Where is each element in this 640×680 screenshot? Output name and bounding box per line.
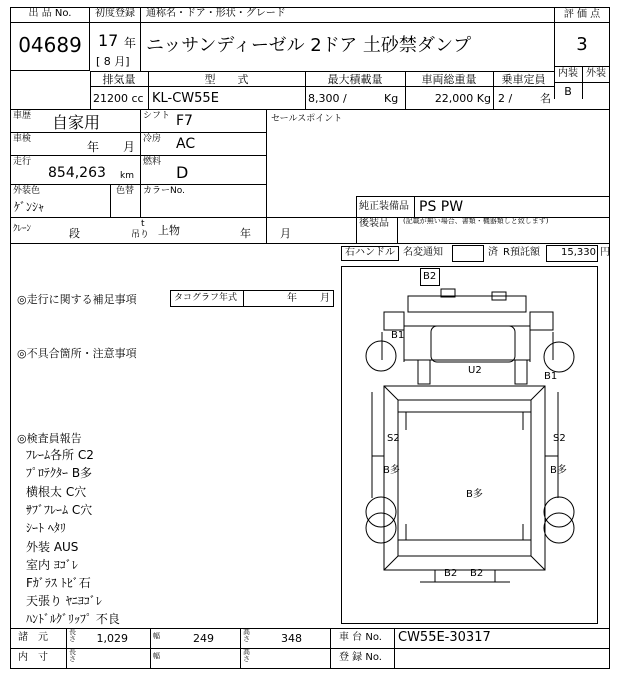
- equipment-label: 純正装備品: [359, 201, 409, 212]
- equipment-value: PS PW: [419, 199, 464, 215]
- inspector-note: 室内 ﾖｺﾞﾚ: [26, 558, 78, 572]
- inspector-note: 天張り ﾔﾆﾖｺﾞﾚ: [26, 594, 102, 608]
- diagram-mark-b1-left: B1: [391, 330, 405, 341]
- diagram-mark-b-many-left: B多: [383, 465, 400, 476]
- diagram-mark-b1-right: B1: [544, 371, 558, 382]
- tachograph-year: 年: [287, 293, 297, 304]
- platform-year: 年: [240, 227, 251, 240]
- aftermarket-note: (記載が無い場合、書類・機器類しと致します): [403, 217, 549, 225]
- width-value: 249: [193, 632, 214, 645]
- diagram-mark-s2-left: S2: [387, 433, 400, 444]
- gross-weight-label: 車両総重量: [421, 73, 477, 86]
- ac-label: 冷房: [143, 134, 162, 144]
- grade-value: 3: [576, 34, 588, 55]
- capacity-unit: 名: [540, 92, 551, 105]
- crane-hang: 吊り: [131, 230, 150, 240]
- max-load-value: 8,300 /: [308, 92, 347, 105]
- displacement-label: 排気量: [102, 73, 136, 86]
- inspector-note: ﾊﾝﾄﾞﾙｸﾞﾘｯﾌﾟ 不良: [26, 612, 120, 626]
- grade-label: 評 価 点: [563, 9, 601, 20]
- diagram-mark-s2-right: S2: [553, 433, 566, 444]
- color-value: ｹﾞﾝｼｬ: [14, 200, 45, 214]
- height-label: 高さ: [243, 628, 250, 643]
- max-load-label: 最大積載量: [327, 73, 383, 86]
- inspector-note: ｼｰﾄ ﾍﾀﾘ: [26, 521, 66, 535]
- gross-weight-value: 22,000 Kg: [434, 92, 491, 105]
- color-code-label: カラーNo.: [143, 186, 185, 196]
- diagram-mark-u2: U2: [468, 365, 482, 376]
- crane-label: ｸﾚｰﾝ: [13, 224, 32, 234]
- ac-value: AC: [176, 136, 196, 152]
- width-label: 幅: [153, 632, 160, 640]
- platform-month: 月: [280, 227, 291, 240]
- model-label: 型 式: [204, 73, 249, 86]
- fuel-value: D: [176, 163, 189, 182]
- defects-label: ◎不具合箇所・注意事項: [17, 347, 137, 360]
- car-name-label: 通称名・ドア・形状・グレード: [146, 8, 286, 19]
- inspector-note: ﾌﾚｰﾑ各所 C2: [26, 448, 94, 462]
- chassis-label: 車 台 No.: [339, 632, 382, 643]
- name-change-label: 名変通知: [403, 247, 443, 258]
- diagram-mark-b-many-center: B多: [466, 489, 483, 500]
- interior-grade: B: [564, 85, 572, 98]
- displacement-value: 21200 cc: [93, 92, 144, 105]
- recycle-label: R預託額: [503, 247, 540, 258]
- length-label: 長さ: [69, 628, 76, 643]
- exterior-label: 外装: [586, 68, 606, 79]
- interior-height-label: 高さ: [243, 648, 250, 663]
- inspector-note: 外装 AUS: [26, 540, 79, 554]
- steering-value: 右ハンドル: [345, 247, 395, 258]
- diagram-mark-b2-bottom-right: B2: [470, 568, 484, 579]
- max-load-unit: Kg: [384, 92, 399, 105]
- mileage-label: 走行: [13, 157, 32, 167]
- registration-label: 登 録 No.: [339, 652, 382, 663]
- inspection-month-unit: 月: [123, 140, 136, 154]
- first-reg-month: [ 8 月]: [96, 55, 130, 68]
- fuel-label: 燃料: [143, 157, 162, 167]
- history-value: 自家用: [52, 113, 101, 132]
- diagram-mark-b2-bottom-left: B2: [444, 568, 458, 579]
- tachograph-label: タコグラフ年式: [174, 293, 238, 303]
- name-change-box: [452, 245, 484, 262]
- diagram-mark-b-many-right: B多: [550, 465, 567, 476]
- first-reg-label: 初度登録: [95, 8, 135, 19]
- color-no-label: 色替: [116, 186, 135, 196]
- interior-dims-label: 内 寸: [18, 652, 48, 663]
- length-value: 1,029: [96, 632, 128, 645]
- capacity-label: 乗車定員: [501, 73, 546, 86]
- inspector-note: ｻﾌﾞﾌﾚｰﾑ C穴: [26, 503, 93, 517]
- inspection-year-unit: 年: [87, 140, 100, 154]
- chassis-value: CW55E-30317: [398, 630, 491, 645]
- road-tax-label: 済: [488, 247, 498, 258]
- interior-label: 内装: [558, 68, 578, 79]
- height-value: 348: [281, 632, 302, 645]
- inspection-label: 車検: [13, 134, 32, 144]
- lot-label: 出 品 No.: [28, 8, 72, 19]
- tachograph-month: 月: [320, 293, 330, 304]
- mileage-value: 854,263: [48, 165, 106, 181]
- capacity-value: 2 /: [498, 92, 513, 105]
- recycle-amount: 15,330: [561, 247, 596, 258]
- inspector-note: 横根太 C穴: [26, 485, 87, 499]
- interior-length-label: 長さ: [69, 648, 76, 663]
- car-name: ニッサンディーゼル 2ドア 土砂禁ダンプ: [146, 35, 472, 56]
- history-label: 車歴: [13, 111, 32, 121]
- inspector-note: ﾌﾟﾛﾃｸﾀｰ B多: [26, 466, 93, 480]
- dims-label: 諸 元: [18, 632, 48, 643]
- running-note-label: ◎走行に関する補足事項: [17, 293, 137, 306]
- aftermarket-label: 後装品: [359, 218, 389, 229]
- shift-value: F7: [176, 113, 193, 129]
- mileage-unit: km: [120, 171, 134, 181]
- year-unit: 年: [124, 36, 137, 50]
- color-label: 外装色: [13, 186, 41, 196]
- lot-number: 04689: [18, 33, 82, 57]
- platform-label: 上物: [158, 224, 180, 237]
- interior-width-label: 幅: [153, 652, 160, 660]
- sales-point-label: セールスポイント: [271, 114, 343, 124]
- recycle-unit: 円: [600, 247, 610, 258]
- inspector-label: ◎検査員報告: [17, 432, 82, 445]
- inspector-note: Fｶﾞﾗｽ ﾄﾋﾞ石: [26, 576, 91, 590]
- shift-label: シフト: [143, 111, 171, 121]
- diagram-mark-b2-top: B2: [423, 271, 437, 282]
- crane-stage: 段: [69, 227, 80, 240]
- model-value: KL-CW55E: [152, 91, 219, 106]
- crane-ton: t: [141, 219, 145, 229]
- first-reg-year: 17: [98, 31, 119, 50]
